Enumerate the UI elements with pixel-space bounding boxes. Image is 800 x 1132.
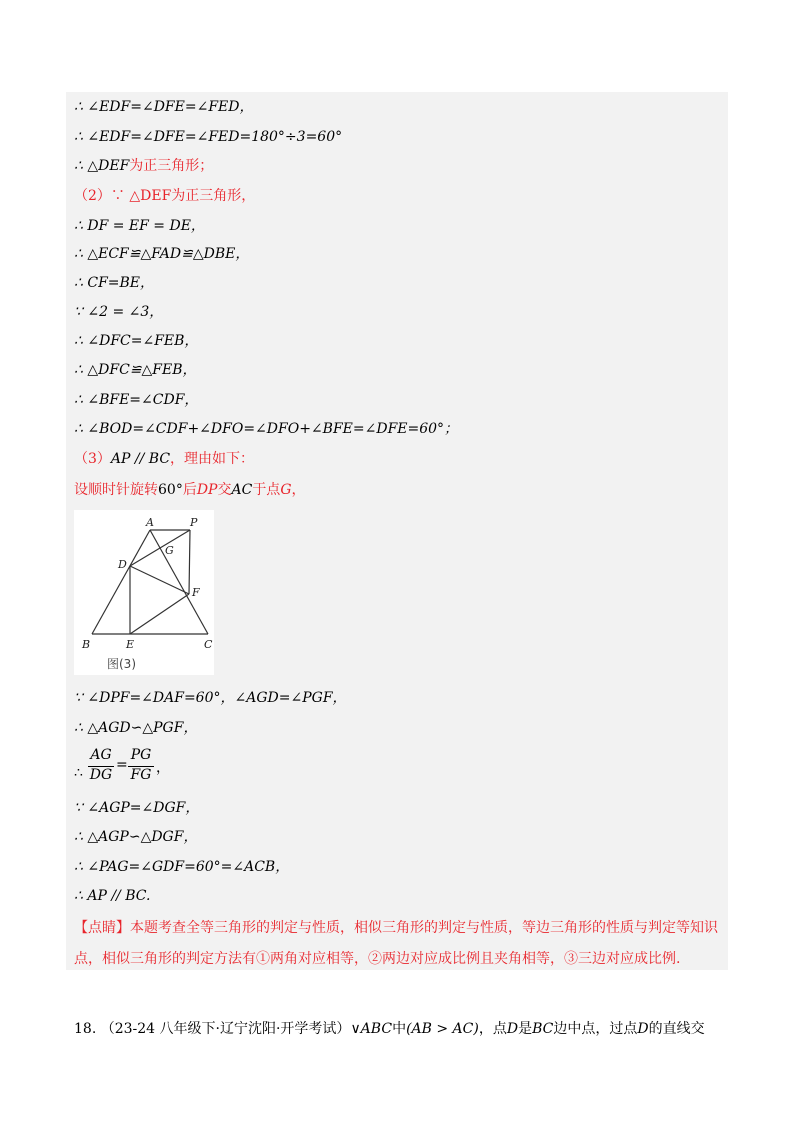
step-line-10: ∴ △DFC≌△FEB， <box>74 362 197 378</box>
fraction-tail: ， <box>156 760 170 776</box>
step-line-2: ∴ ∠EDF=∠DFE=∠FED=180°÷3=60° <box>74 129 343 145</box>
label-d: D <box>118 558 127 571</box>
fraction-numerator-1: AG <box>90 747 112 763</box>
step-line-3-math: ∴ △DEF <box>74 158 130 174</box>
step-line-7: ∴ CF=BE， <box>74 275 155 291</box>
step-line-6: ∴ △ECF≌△FAD≌△DBE， <box>74 246 250 262</box>
question-point-d: D <box>506 1021 519 1037</box>
part-3-label: （3） <box>74 451 111 467</box>
step-line-13 <box>74 449 254 469</box>
label-p: P <box>190 516 198 529</box>
rotate-text-3: 交 <box>217 482 232 498</box>
label-f: F <box>192 586 200 599</box>
step-line-1: ∴ ∠EDF=∠DFE=∠FED， <box>74 99 254 115</box>
question-point-d-2: D <box>637 1021 649 1037</box>
question-text-2: ，点 <box>478 1021 507 1037</box>
step-line-4-math: （2）∵ △DEF <box>74 188 172 204</box>
segment-df <box>130 566 189 594</box>
step-line-8: ∵ ∠2 = ∠3， <box>74 304 164 320</box>
question-number: 18. <box>74 1021 97 1037</box>
fraction-denominator-1: DG <box>89 767 113 783</box>
step-line-16: ∴ △AGD∽△PGF， <box>74 720 198 736</box>
question-source: （23-24 八年级下·辽宁沈阳·开学考试） <box>100 1021 351 1037</box>
rotate-text-2: 后 <box>182 482 197 498</box>
therefore-symbol: ∴ <box>74 765 83 781</box>
question-triangle: ∨ABC <box>350 1021 393 1037</box>
fraction-numerator-2: PG <box>130 747 152 763</box>
part-3-math: AP // BC <box>110 451 171 467</box>
rotate-comma: ， <box>291 482 306 498</box>
segment-ac <box>150 530 208 634</box>
rotate-dp: DP <box>196 482 218 498</box>
question-text-1: 中 <box>392 1021 407 1037</box>
step-line-3-text: 为正三角形； <box>129 158 214 174</box>
step-line-12: ∴ ∠BOD=∠CDF+∠DFO=∠DFO+∠BFE=∠DFE=60°； <box>74 421 459 437</box>
key-point-line-2: 点，相似三角形的判定方法有①两角对应相等，②两边对应成比例且夹角相等，③三边对应成比例. <box>74 951 681 967</box>
segment-pf <box>189 530 190 594</box>
segment-ab <box>92 530 150 634</box>
fraction-denominator-2: FG <box>130 767 152 783</box>
key-point-line-1: 【点睛】本题考查全等三角形的判定与性质，相似三角形的判定与性质，等边三角形的性质与判定等知识 <box>74 920 718 936</box>
figure-svg <box>74 510 214 675</box>
label-e: E <box>126 638 135 651</box>
question-18 <box>74 1018 705 1038</box>
label-c: C <box>204 638 213 651</box>
step-line-14 <box>74 480 306 500</box>
step-line-9: ∴ ∠DFC=∠FEB， <box>74 333 199 349</box>
step-line-18: ∵ ∠AGP=∠DGF， <box>74 800 200 816</box>
step-line-11: ∴ ∠BFE=∠CDF， <box>74 392 199 408</box>
step-line-5: ∴ DF = EF = DE， <box>74 218 205 234</box>
figure-caption: 图(3) <box>107 657 136 671</box>
step-line-15: ∵ ∠DPF=∠DAF=60°，∠AGD=∠PGF， <box>74 690 347 706</box>
question-condition: (AB > AC) <box>406 1021 479 1037</box>
question-text-5: 的直线交 <box>648 1021 705 1037</box>
rotate-angle: 60° <box>158 482 183 498</box>
rotate-g: G <box>280 482 292 498</box>
rotate-text-4: 于点 <box>252 482 281 498</box>
step-line-4 <box>74 186 255 206</box>
step-line-20: ∴ ∠PAG=∠GDF=60°=∠ACB， <box>74 859 290 875</box>
label-a: A <box>146 516 154 529</box>
label-g: G <box>165 544 174 557</box>
rotate-text-1: 设顺时针旋转 <box>74 482 158 498</box>
geometry-figure <box>74 510 214 675</box>
question-text-3: 是 <box>518 1021 533 1037</box>
label-b: B <box>82 638 91 651</box>
rotate-ac: AC <box>231 482 253 498</box>
step-line-3 <box>74 156 213 176</box>
segment-ef <box>130 594 189 634</box>
fraction-equals: = <box>116 757 128 773</box>
step-line-4-text: 为正三角形， <box>171 188 256 204</box>
step-line-21: ∴ AP // BC. <box>74 888 151 904</box>
segment-dp <box>130 530 190 566</box>
question-text-4: 边中点，过点 <box>553 1021 638 1037</box>
part-3-text: ，理由如下： <box>170 451 255 467</box>
question-bc: BC <box>532 1021 554 1037</box>
step-line-19: ∴ △AGP∽△DGF， <box>74 829 198 845</box>
